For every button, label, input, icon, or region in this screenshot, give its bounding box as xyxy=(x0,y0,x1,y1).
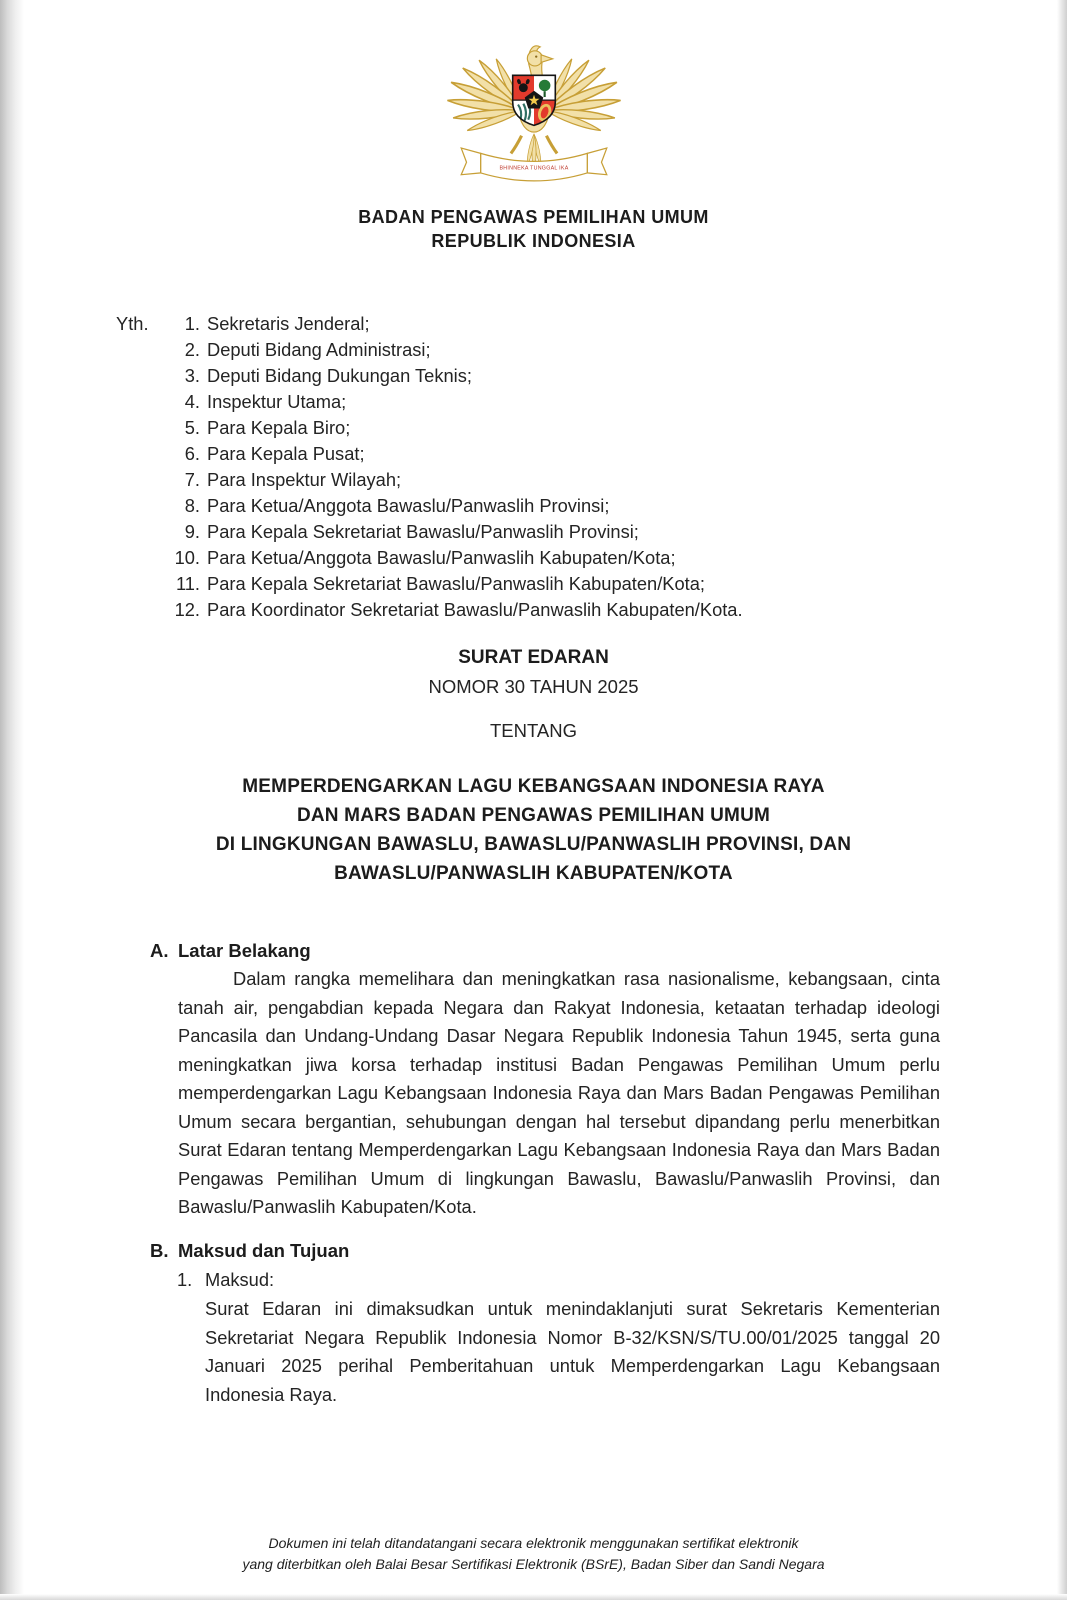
subsection-paragraph: Surat Edaran ini dimaksudkan untuk menindaklanjuti surat Sekretaris Kementerian Sekretariat Negara Republik Indonesia Nomor B-32/KSN/S/TU.00/01/2025 tanggal 20 Januari 2025 perihal Pemberitahuan untuk Memperdengarkan Lagu Kebangsaan Indonesia Raya. xyxy=(205,1298,940,1405)
subject-line: BAWASLU/PANWASLIH KABUPATEN/KOTA xyxy=(334,863,733,884)
subsection-label: Maksud: xyxy=(205,1268,275,1290)
addressee-row xyxy=(116,597,1067,623)
addressee-text: Deputi Bidang Administrasi; xyxy=(207,339,431,360)
addressee-label: Yth. xyxy=(116,313,149,334)
about-label: TENTANG xyxy=(489,720,578,741)
addressee-text: Para Kepala Biro; xyxy=(207,417,351,438)
addressee-text: Para Ketua/Anggota Bawaslu/Panwaslih Provinsi; xyxy=(207,495,610,516)
addressee-number: 9. xyxy=(184,521,200,542)
addressee-row xyxy=(116,493,1067,519)
section-heading xyxy=(150,936,940,965)
addressee-number: 11. xyxy=(175,573,200,594)
addressee-text: Para Ketua/Anggota Bawaslu/Panwaslih Kabupaten/Kota; xyxy=(207,547,676,568)
doc-number: NOMOR 30 TAHUN 2025 xyxy=(428,676,639,697)
subsection-number: 1. xyxy=(177,1268,193,1290)
section-heading-text: Latar Belakang xyxy=(178,940,311,961)
section-letter: B. xyxy=(150,1239,169,1261)
page-left-edge xyxy=(0,0,24,1600)
addressee-number: 8. xyxy=(184,495,200,516)
addressee-row xyxy=(116,389,1067,415)
page-right-edge xyxy=(1057,0,1067,1600)
addressee-number: 10. xyxy=(174,547,200,568)
addressee-number: 7. xyxy=(184,469,200,490)
addressee-number: 6. xyxy=(184,443,200,464)
addressee-row xyxy=(116,571,1067,597)
section-heading-text: Maksud dan Tujuan xyxy=(178,1239,350,1261)
emblem-motto: BHINNEKA TUNGGAL IKA xyxy=(498,165,569,172)
subsection-heading xyxy=(177,1266,940,1295)
addressee-row xyxy=(116,441,1067,467)
signature-note-line2: yang diterbitkan oleh Balai Besar Sertifikasi Elektronik (BSrE), Badan Siber dan Sandi Negara xyxy=(242,1555,825,1572)
org-name-line2: REPUBLIK INDONESIA xyxy=(431,231,636,251)
section-maksud-dan-tujuan xyxy=(150,1236,940,1410)
addressee-text: Para Inspektur Wilayah; xyxy=(207,469,402,490)
addressee-text: Para Kepala Sekretariat Bawaslu/Panwaslih Provinsi; xyxy=(207,521,639,542)
subject-line: DI LINGKUNGAN BAWASLU, BAWASLU/PANWASLIH PROVINSI, DAN xyxy=(215,834,852,855)
addressee-list xyxy=(116,311,1067,623)
org-name-block xyxy=(0,205,1067,253)
addressee-row xyxy=(116,519,1067,545)
addressee-row xyxy=(116,363,1067,389)
doc-type-title: SURAT EDARAN xyxy=(458,647,609,668)
addressee-text: Para Kepala Sekretariat Bawaslu/Panwaslih Kabupaten/Kota; xyxy=(207,573,705,594)
addressee-row xyxy=(116,545,1067,571)
addressee-number: 5. xyxy=(184,417,200,438)
section-latar-belakang xyxy=(150,936,940,1222)
org-name-line1: BADAN PENGAWAS PEMILIHAN UMUM xyxy=(358,207,709,227)
subject-line: MEMPERDENGARKAN LAGU KEBANGSAAN INDONESIA RAYA xyxy=(242,776,825,797)
addressee-number: 1. xyxy=(184,313,200,334)
garuda-pancasila-emblem-icon xyxy=(445,22,623,196)
addressee-row xyxy=(116,467,1067,493)
addressee-number: 3. xyxy=(184,365,200,386)
section-heading xyxy=(150,1236,940,1265)
addressee-text: Sekretaris Jenderal; xyxy=(207,313,370,334)
addressee-row xyxy=(116,311,1067,337)
doc-subject xyxy=(0,772,1067,888)
addressee-text: Para Kepala Pusat; xyxy=(207,443,365,464)
section-paragraph: Dalam rangka memelihara dan meningkatkan rasa nasionalisme, kebangsaan, cinta tanah air, pengabdian kepada Negara dan Rakyat Indonesia, ketaatan terhadap ideologi Pancasila dan Undang-Undang Dasar Negara Republik Indonesia Tahun 1945, serta guna meningkatkan jiwa korsa terhadap institusi Badan Pengawas Pemilihan Umum perlu memperdengarkan Lagu Kebangsaan Indonesia Raya dan Mars Badan Pengawas Pemilihan Umum secara bergantian, sehubungan dengan hal tersebut dipandang perlu menerbitkan Surat Edaran tentang Memperdengarkan Lagu Kebangsaan Indonesia Raya dan Mars Badan Pengawas Pemilihan Umum di lingkungan Bawaslu, Bawaslu/Panwaslih Provinsi, dan Bawaslu/Panwaslih Kabupaten/Kota. xyxy=(178,968,940,1217)
addressee-row xyxy=(116,415,1067,441)
signature-note-line1: Dokumen ini telah ditandatangani secara elektronik menggunakan sertifikat elektronik xyxy=(268,1535,799,1551)
page-bottom-edge xyxy=(0,1594,1067,1600)
addressee-text: Inspektur Utama; xyxy=(207,391,347,412)
subject-line: DAN MARS BADAN PENGAWAS PEMILIHAN UMUM xyxy=(296,805,771,826)
addressee-text: Para Koordinator Sekretariat Bawaslu/Panwaslih Kabupaten/Kota. xyxy=(207,599,743,620)
electronic-signature-note xyxy=(0,1533,1067,1574)
letterhead xyxy=(0,0,1067,201)
addressee-row xyxy=(116,337,1067,363)
addressee-number: 2. xyxy=(184,339,200,360)
document-title-block xyxy=(0,645,1067,888)
addressee-number: 12. xyxy=(174,599,200,620)
addressee-number: 4. xyxy=(184,391,200,412)
section-letter: A. xyxy=(150,940,169,961)
addressee-text: Deputi Bidang Dukungan Teknis; xyxy=(207,365,472,386)
